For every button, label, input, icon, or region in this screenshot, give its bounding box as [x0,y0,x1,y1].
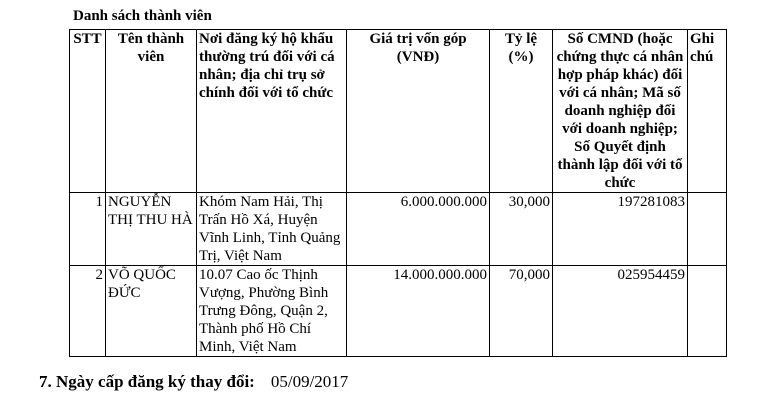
cell-id-number: 197281083 [553,193,688,266]
table-header-row [70,30,727,193]
table-row [70,193,727,266]
change-date-value: 05/09/2017 [270,372,349,391]
cell-note [688,266,727,357]
header-address: Nơi đăng ký hộ khẩu thường trú đối với cá nhân; địa chỉ trụ sở chính đối với tổ chức [197,30,347,193]
cell-member-name: VÕ QUỐC ĐỨC [106,266,197,357]
cell-stt: 2 [70,266,106,357]
header-member-name: Tên thành viên [106,30,197,193]
header-stt: STT [70,30,106,193]
table-row [70,266,727,357]
cell-capital: 6.000.000.000 [347,193,490,266]
cell-address: 10.07 Cao ốc Thịnh Vượng, Phường Bình Trưng Đông, Quận 2, Thành phố Hồ Chí Minh, Việt Nam [197,266,347,357]
cell-id-number: 025954459 [553,266,688,357]
change-date-label: 7. Ngày cấp đăng ký thay đổi: [39,372,255,391]
header-capital: Giá trị vốn góp (VNĐ) [347,30,490,193]
cell-member-name: NGUYỄN THỊ THU HÀ [106,193,197,266]
cell-stt: 1 [70,193,106,266]
cell-note [688,193,727,266]
members-list-caption: Danh sách thành viên [73,8,212,24]
members-table [69,29,727,357]
header-ratio: Tỷ lệ (%) [490,30,553,193]
header-id-number: Số CMND (hoặc chứng thực cá nhân hợp pháp khác) đối với cá nhân; Mã số doanh nghiệp đối với doanh nghiệp; Số Quyết định thành lập đối với tổ chức [553,30,688,193]
change-registration-date [39,372,348,392]
cell-address: Khóm Nam Hải, Thị Trấn Hồ Xá, Huyện Vĩnh Linh, Tỉnh Quảng Trị, Việt Nam [197,193,347,266]
header-note: Ghi chú [688,30,727,193]
cell-ratio: 70,000 [490,266,553,357]
cell-capital: 14.000.000.000 [347,266,490,357]
cell-ratio: 30,000 [490,193,553,266]
